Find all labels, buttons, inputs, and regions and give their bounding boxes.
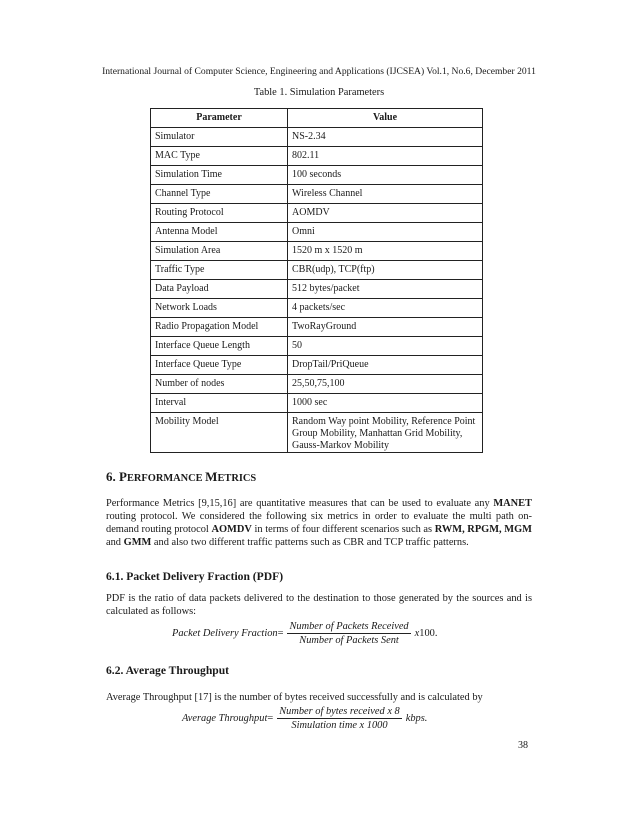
equals-sign: =	[277, 628, 284, 639]
value-cell: DropTail/PriQueue	[288, 356, 483, 375]
column-header-value: Value	[288, 109, 483, 128]
bold-term: AOMDV	[211, 524, 252, 535]
table-row	[151, 223, 483, 242]
text-run: Performance Metrics [9,15,16] are quantitative measures that can be used to evaluate any	[106, 498, 494, 509]
title-smallcaps: ETRICS	[217, 473, 257, 484]
numerator: Number of bytes received x 8	[279, 706, 400, 717]
table-row	[151, 356, 483, 375]
table-row	[151, 394, 483, 413]
table-row	[151, 318, 483, 337]
param-cell: Antenna Model	[151, 223, 288, 242]
text-run: and also two different traffic patterns such as CBR and TCP traffic patterns.	[151, 537, 469, 548]
table-row	[151, 204, 483, 223]
table-row	[151, 299, 483, 318]
subsection-6-1-paragraph: PDF is the ratio of data packets delivered to the destination to those generated by the sources and is calculated as follows:	[106, 593, 532, 617]
bold-term: RWM, RPGM, MGM	[434, 524, 532, 535]
value-cell: AOMDV	[288, 204, 483, 223]
section-6-paragraph	[106, 497, 532, 549]
param-cell: Routing Protocol	[151, 204, 288, 223]
denominator: Number of Packets Sent	[299, 635, 399, 646]
equation-suffix: 100.	[419, 628, 438, 639]
table-row	[151, 280, 483, 299]
value-cell: CBR(udp), TCP(ftp)	[288, 261, 483, 280]
value-cell: 25,50,75,100	[288, 375, 483, 394]
equals-sign: =	[267, 713, 274, 724]
subsection-6-2-heading: 6.2. Average Throughput	[106, 664, 230, 677]
param-cell: Interface Queue Length	[151, 337, 288, 356]
value-cell: Wireless Channel	[288, 185, 483, 204]
table-row	[151, 147, 483, 166]
param-cell: Data Payload	[151, 280, 288, 299]
equation-lhs: Packet Delivery Fraction	[172, 628, 278, 639]
param-cell: Traffic Type	[151, 261, 288, 280]
param-cell: Network Loads	[151, 299, 288, 318]
value-cell: 802.11	[288, 147, 483, 166]
simulation-parameters-table	[150, 108, 483, 453]
table-row	[151, 337, 483, 356]
table-row	[151, 413, 483, 453]
value-cell: 1520 m x 1520 m	[288, 242, 483, 261]
value-cell: NS-2.34	[288, 128, 483, 147]
value-cell: TwoRayGround	[288, 318, 483, 337]
title-cap: M	[205, 469, 218, 484]
value-cell: 100 seconds	[288, 166, 483, 185]
fraction	[287, 621, 410, 646]
text-run: and	[106, 537, 124, 548]
journal-header: International Journal of Computer Science, Engineering and Applications (IJCSEA) Vol.1, No.6, December 2011	[102, 66, 536, 77]
value-cell: Random Way point Mobility, Reference Point Group Mobility, Manhattan Grid Mobility, Gauss-Markov Mobility	[288, 413, 483, 453]
value-cell: 4 packets/sec	[288, 299, 483, 318]
value-cell: 512 bytes/packet	[288, 280, 483, 299]
section-number: 6.	[106, 469, 119, 484]
param-cell: Simulation Time	[151, 166, 288, 185]
param-cell: MAC Type	[151, 147, 288, 166]
bold-term: MANET	[493, 498, 532, 509]
table-row	[151, 166, 483, 185]
multiply-x: x	[414, 628, 420, 639]
subsection-6-1-heading: 6.1. Packet Delivery Fraction (PDF)	[106, 570, 284, 583]
param-cell: Simulator	[151, 128, 288, 147]
equation-lhs: Average Throughput	[182, 713, 268, 724]
value-cell: 1000 sec	[288, 394, 483, 413]
table-caption: Table 1. Simulation Parameters	[253, 87, 385, 98]
section-6-heading	[106, 469, 256, 485]
text-run: routing protocol. We considered the following six metrics in order to evaluate the multi path on-demand routing protocol	[106, 511, 532, 535]
equation-suffix: kbps.	[405, 713, 428, 724]
title-cap: P	[119, 469, 127, 484]
table-row	[151, 128, 483, 147]
value-cell: Omni	[288, 223, 483, 242]
table-header-row	[151, 109, 483, 128]
table-row	[151, 375, 483, 394]
table-row	[151, 242, 483, 261]
denominator: Simulation time x 1000	[291, 720, 388, 731]
page-number: 38	[518, 740, 528, 751]
text-run: in terms of four different scenarios such as	[251, 524, 435, 535]
column-header-parameter: Parameter	[151, 109, 288, 128]
param-cell: Number of nodes	[151, 375, 288, 394]
title-smallcaps: ERFORMANCE	[126, 473, 206, 484]
fraction	[277, 706, 402, 731]
table-row	[151, 185, 483, 204]
bold-term: GMM	[123, 537, 152, 548]
param-cell: Interval	[151, 394, 288, 413]
value-cell: 50	[288, 337, 483, 356]
param-cell: Radio Propagation Model	[151, 318, 288, 337]
subsection-6-2-paragraph: Average Throughput [17] is the number of bytes received successfully and is calculated by	[106, 692, 483, 703]
throughput-equation	[182, 706, 427, 731]
param-cell: Simulation Area	[151, 242, 288, 261]
pdf-equation	[172, 621, 437, 646]
numerator: Number of Packets Received	[289, 621, 409, 632]
param-cell: Mobility Model	[151, 413, 288, 453]
param-cell: Channel Type	[151, 185, 288, 204]
param-cell: Interface Queue Type	[151, 356, 288, 375]
table-row	[151, 261, 483, 280]
